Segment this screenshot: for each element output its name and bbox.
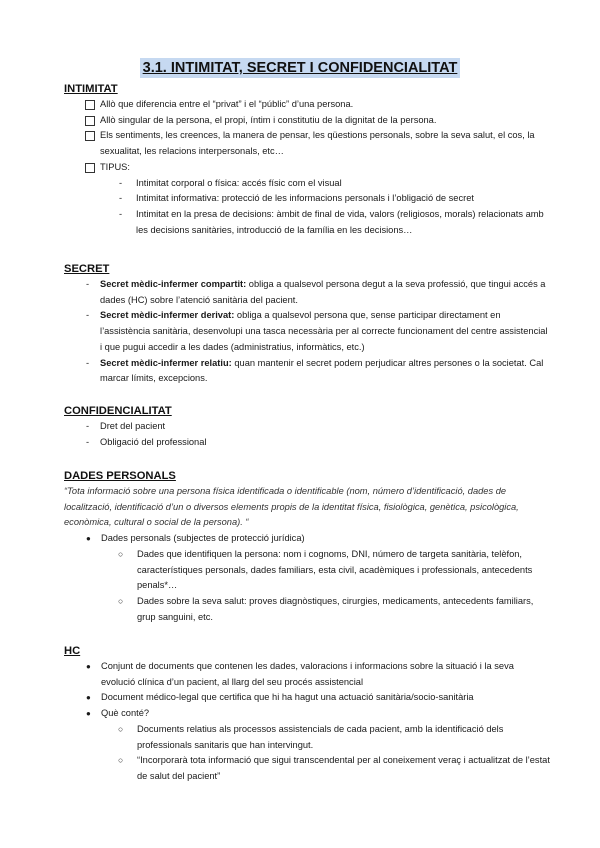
dash-icon: - <box>86 357 90 368</box>
hc-bullet: ● Conjunt de documents que contenen les dades, valoracions i informacions sobre la situació i la seva evolució clínica d’un pacient, al llarg del seu procés assistencial <box>86 661 514 687</box>
title-block <box>0 58 600 78</box>
section-secret <box>64 261 550 387</box>
section-intimitat <box>64 81 550 238</box>
section-dades-personals <box>64 468 550 625</box>
dash-icon: - <box>86 310 90 321</box>
hc-bullet: ● Document médico-legal que certifica que hi ha hagut una actuació sanitària/socio-sanitària <box>64 690 550 706</box>
secret-item: - Secret mèdic-infermer compartit: obliga a qualsevol persona degut a la seva professió, que tingui accés a dades (HC) sobre l’atenció sanitària del pacient. <box>86 279 546 305</box>
checkbox-item: Els sentiments, les creences, la manera de pensar, les qüestions personals, sobre la seva salut, el cos, la sexualitat, les relacions interpersonals, etc… <box>64 128 550 159</box>
section-hc <box>64 643 550 785</box>
dash-icon: - <box>119 208 123 219</box>
dash-icon: - <box>86 436 90 447</box>
secret-item: - Secret mèdic-infermer relatiu: quan mantenir el secret podem perjudicar altres persones o la societat. Cal marcar límits, excepcions. <box>86 357 544 384</box>
checkbox-item: Allò singular de la persona, el propi, íntim i constitutiu de la dignitat de la persona. <box>64 113 550 129</box>
tipus-item: - Intimitat informativa: protecció de les informacions personals i l’obligació de secret <box>64 191 550 207</box>
secret-item: - Secret mèdic-infermer derivat: obliga a qualsevol persona que, sense participar directament en l’assistència sanitària, desenvolupi una tasca necessària per al correcte funcionament del centre assistencial i que pugui accedir a les dades (administratius, informàtics, etc.) <box>86 310 548 352</box>
hc-bullet: ● Què conté? <box>64 706 550 722</box>
section-confidencialitat <box>64 403 550 450</box>
bullet-icon: ● <box>86 709 91 719</box>
circle-bullet-icon: ○ <box>118 755 124 766</box>
heading-hc: HC <box>64 645 81 657</box>
circle-bullet-icon: ○ <box>118 723 124 734</box>
page-title: 3.1. INTIMITAT, SECRET I CONFIDENCIALITAT <box>140 58 461 78</box>
tipus-item: - Intimitat corporal o física: accés físic com el visual <box>64 176 550 192</box>
checkbox-icon[interactable] <box>85 131 95 141</box>
bullet-icon: ● <box>86 662 91 671</box>
dash-icon: - <box>119 193 123 204</box>
confidencialitat-item: - Dret del pacient <box>64 419 550 435</box>
heading-intimitat: INTIMITAT <box>64 83 118 95</box>
hc-sub-item: ○ Documents relatius als processos assistencials de cada pacient, amb la identificació dels professionals sanitaris que han intervingut. <box>118 723 504 750</box>
circle-bullet-icon: ○ <box>118 548 124 559</box>
checkbox-item: Allò que diferencia entre el “privat” i el “públic” d’una persona. <box>64 97 550 113</box>
checkbox-icon[interactable] <box>85 163 95 173</box>
dash-icon: - <box>86 421 90 431</box>
checkbox-icon[interactable] <box>85 116 95 126</box>
dades-bullet: ● Dades personals (subjectes de protecció jurídica) <box>64 531 550 547</box>
bullet-icon: ● <box>86 534 91 544</box>
dash-icon: - <box>86 279 90 289</box>
confidencialitat-item: - Obligació del professional <box>64 435 550 451</box>
bullet-icon: ● <box>86 693 91 703</box>
heading-secret: SECRET <box>64 263 110 275</box>
checkbox-icon[interactable] <box>85 100 95 110</box>
heading-confidencialitat: CONFIDENCIALITAT <box>64 405 172 417</box>
dades-sub-item: ○ Dades que identifiquen la persona: nom i cognoms, DNI, número de targeta sanitària, telèfon, característiques personals, dades familiars, esta civil, acadèmiques i professionals, antecedents penals*… <box>118 548 533 591</box>
dash-icon: - <box>119 177 123 188</box>
checkbox-item: TIPUS: <box>64 160 550 176</box>
dades-sub-item: ○ Dades sobre la seva salut: proves diagnòstiques, cirurgies, medicaments, antecedents familiars, grup sanguini, etc. <box>118 595 534 622</box>
circle-bullet-icon: ○ <box>118 595 124 606</box>
dades-quote: “Tota informació sobre una persona física identificada o identificable (nom, número d’identificació, dades de localització, identificació d’un o diversos elements propis de la identitat física, fisiològica, genètica, psicològica, econòmica, cultural o social de la persona). “ <box>64 486 519 528</box>
tipus-item: - Intimitat en la presa de decisions: àmbit de final de vida, valors (religiosos, morals) relacionats amb les decisions sanitàries, introducció de la família en les decisions… <box>119 208 544 235</box>
heading-dades-personals: DADES PERSONALS <box>64 470 176 482</box>
hc-sub-item: ○ “Incorporarà tota informació que sigui transcendental per al coneixement veraç i actualitzat de l’estat de salut del pacient” <box>118 755 550 781</box>
